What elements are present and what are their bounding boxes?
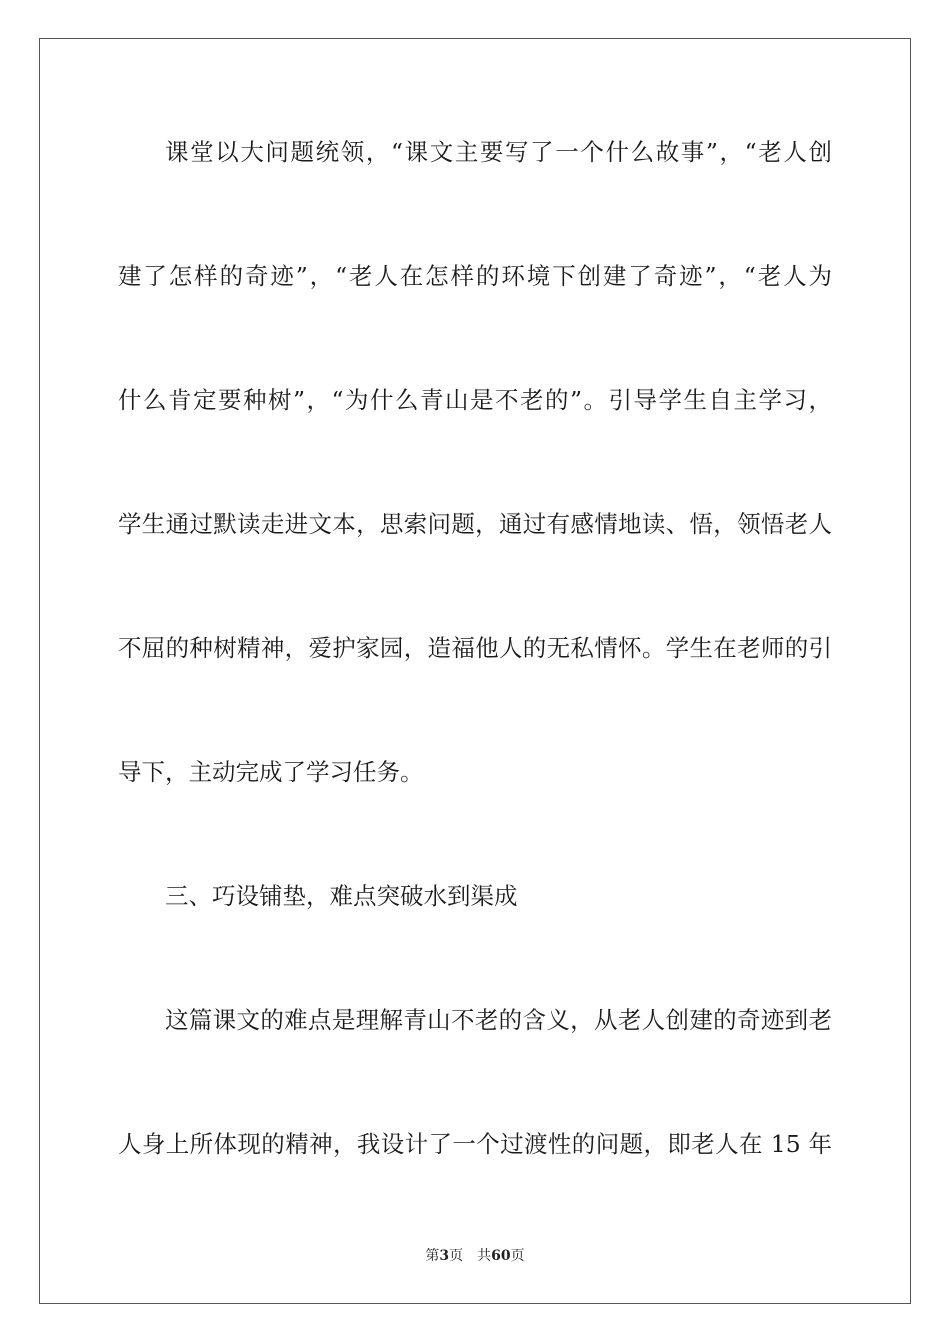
body-line-2: 建了怎样的奇迹”，“老人在怎样的环境下创建了奇迹”，“老人为 xyxy=(118,262,832,290)
body-line-6: 导下，主动完成了学习任务。 xyxy=(118,758,424,786)
page-prefix: 第 xyxy=(425,1248,440,1264)
page-suffix: 页 xyxy=(449,1248,464,1264)
page-footer xyxy=(0,1246,950,1266)
body-line-8: 人身上所体现的精神，我设计了一个过渡性的问题，即老人在 15 年 xyxy=(118,1130,832,1158)
page-frame xyxy=(39,38,911,1304)
body-line-7: 这篇课文的难点是理解青山不老的含义，从老人创建的奇迹到老 xyxy=(165,1006,832,1034)
page-number: 3 xyxy=(439,1248,450,1264)
body-line-3: 什么肯定要种树”，“为什么青山是不老的”。引导学生自主学习， xyxy=(118,386,832,414)
total-suffix: 页 xyxy=(510,1248,525,1264)
section-heading: 三、巧设铺垫，难点突破水到渠成 xyxy=(165,882,518,910)
total-prefix: 共 xyxy=(477,1248,492,1264)
body-line-5: 不屈的种树精神，爱护家园，造福他人的无私情怀。学生在老师的引 xyxy=(118,634,832,662)
body-line-4: 学生通过默读走进文本，思索问题，通过有感情地读、悟，领悟老人 xyxy=(118,510,832,538)
total-pages: 60 xyxy=(491,1248,511,1264)
body-line-1: 课堂以大问题统领，“课文主要写了一个什么故事”，“老人创 xyxy=(165,138,832,166)
